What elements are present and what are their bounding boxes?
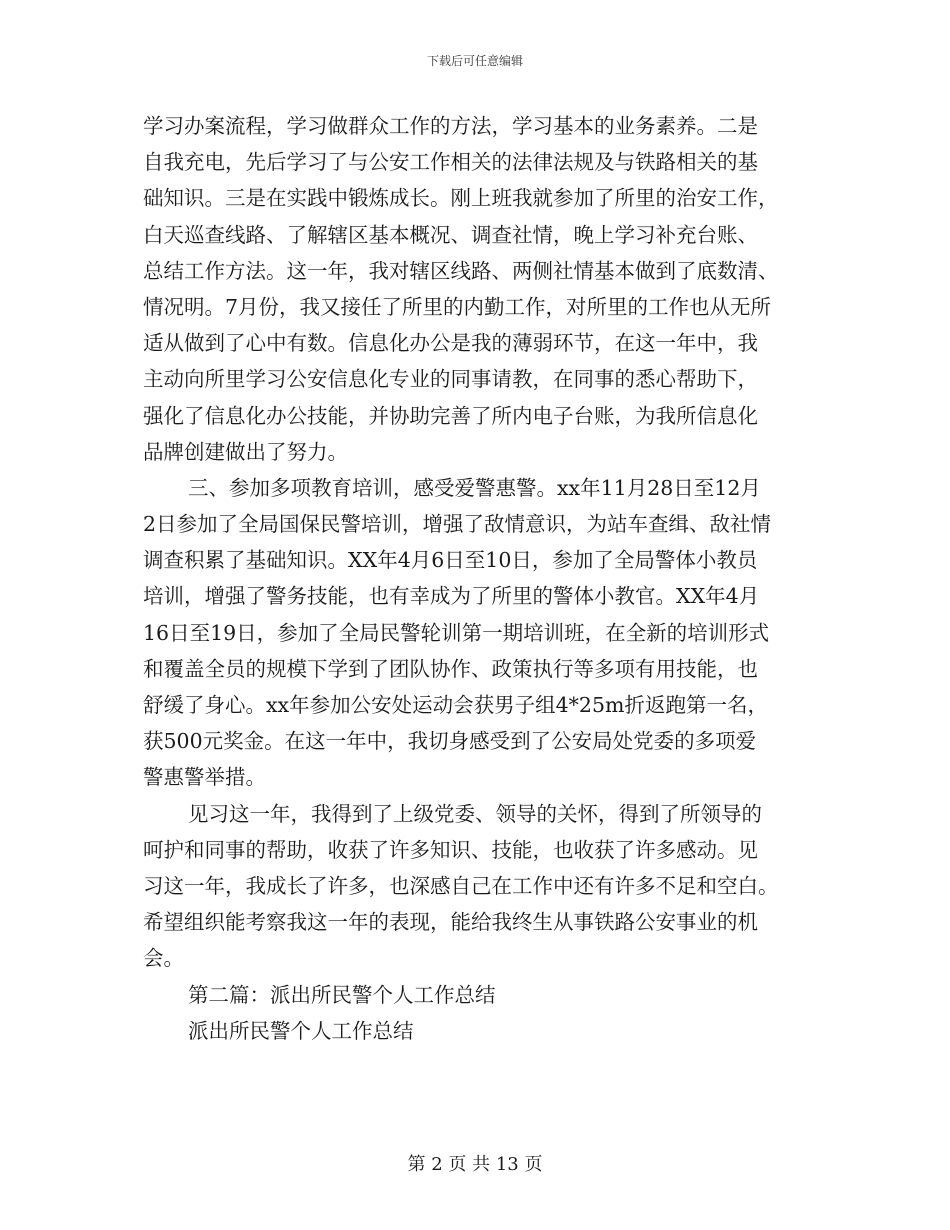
text-line: 警惠警举措。 <box>143 765 266 790</box>
text-line: 习这一年，我成长了许多，也深感自己在工作中还有许多不足和空白。 <box>143 873 779 898</box>
text-line: 强化了信息化办公技能，并协助完善了所内电子台账，为我所信息化 <box>143 403 758 428</box>
text-line: 础知识。三是在实践中锻炼成长。刚上班我就参加了所里的治安工作， <box>143 186 779 211</box>
text-line: 16日至19日，参加了全局民警轮训第一期培训班，在全新的培训形式 <box>143 620 770 645</box>
text-line: 呵护和同事的帮助，收获了许多知识、技能，也收获了许多感动。见 <box>143 837 758 862</box>
text-line: 情况明。7月份，我又接任了所里的内勤工作，对所里的工作也从无所 <box>143 294 772 319</box>
paragraph-start-line: 三、参加多项教育培训，感受爱警惠警。xx年11月28日至12月 <box>188 475 761 500</box>
text-line: 品牌创建做出了努力。 <box>143 439 348 464</box>
text-line: 白天巡查线路、了解辖区基本概况、调查社情，晚上学习补充台账、 <box>143 222 758 247</box>
text-line: 调查积累了基础知识。XX年4月6日至10日，参加了全局警体小教员 <box>143 548 758 573</box>
document-body <box>143 108 811 1049</box>
text-line: 自我充电，先后学习了与公安工作相关的法律法规及与铁路相关的基 <box>143 150 758 175</box>
text-line: 培训，增强了警务技能，也有幸成为了所里的警体小教官。XX年4月 <box>143 584 760 609</box>
text-line: 2日参加了全局国保民警培训，增强了敌情意识，为站车查缉、敌社情 <box>143 512 772 537</box>
page-header: 下载后可任意编辑 <box>426 54 523 68</box>
paragraph-start-line: 见习这一年，我得到了上级党委、领导的关怀，得到了所领导的 <box>188 801 762 826</box>
text-line: 希望组织能考察我这一年的表现，能给我终生从事铁路公安事业的机 <box>143 910 758 935</box>
text-line: 总结工作方法。这一年，我对辖区线路、两侧社情基本做到了底数清、 <box>143 258 779 283</box>
section-heading: 第二篇：派出所民警个人工作总结 <box>188 982 496 1007</box>
text-line: 主动向所里学习公安信息化专业的同事请教，在同事的悉心帮助下， <box>143 367 758 392</box>
text-line: 适从做到了心中有数。信息化办公是我的薄弱环节，在这一年中，我 <box>143 331 758 356</box>
page-number-footer: 第 2 页 共 13 页 <box>407 1154 543 1175</box>
text-line: 学习办案流程，学习做群众工作的方法，学习基本的业务素养。二是 <box>143 114 758 138</box>
text-line: 舒缓了身心。xx年参加公安处运动会获男子组4*25m折返跑第一名， <box>143 693 768 717</box>
section-subheading: 派出所民警个人工作总结 <box>188 1018 414 1043</box>
text-line: 和覆盖全员的规模下学到了团队协作、政策执行等多项有用技能，也 <box>143 656 758 681</box>
text-line: 获500元奖金。在这一年中，我切身感受到了公安局处党委的多项爱 <box>143 729 757 754</box>
text-line: 会。 <box>143 946 184 971</box>
